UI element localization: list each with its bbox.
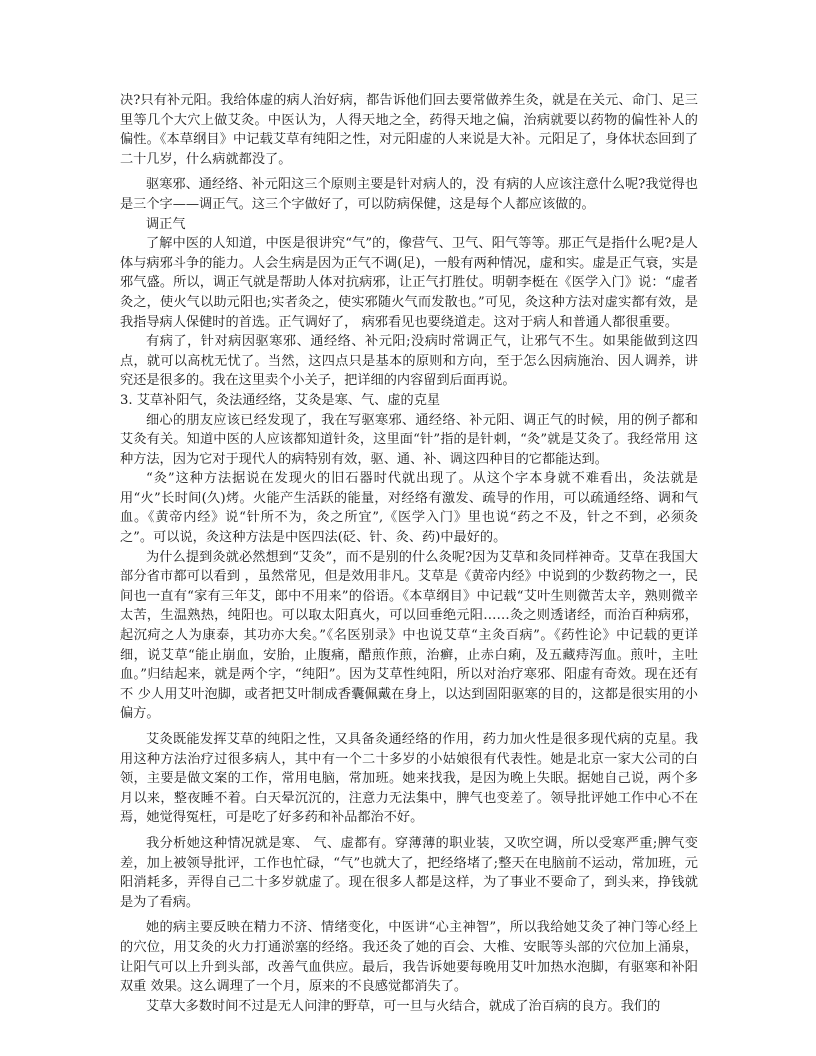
paragraph-moxibustion-intro: 细心的朋友应该已经发现了，我在写驱寒邪、通经络、补元阳、调正气的时候，用的例子都和艾灸有关。知道中医的人应该都知道针灸，这里面“针”指的是针刺，“灸”就是艾灸了。我经常用 这种方法，因为它对于现代人的病特别有效，驱、通、补、调这四种目的它都能达到。 bbox=[120, 412, 698, 467]
paragraph-regulate-qi: 了解中医的人知道，中医是很讲究“气”的，像营气、卫气、阳气等等。那正气是指什么呢?是人体与病邪斗争的能力。人会生病是因为正气不调(足)，一般有两种情况，虚和实。虚是正气衰，实是邪气盛。所以，调正气就是帮助人体对抗病邪，让正气打胜仗。明朝李梃在《医学入门》说：“虚者灸之，使火气以助元阳也;实者灸之，使实邪随火气而发散也。”可见，灸这种方法对虚实都有效，是我指导病人保健时的首选。正气调好了， 病邪看见也要绕道走。这对于病人和普通人都很重要。 bbox=[120, 236, 698, 330]
subheading-regulate-qi: 调正气 bbox=[146, 216, 186, 232]
paragraph-moxibustion-origin: “灸”这种方法据说在发现火的旧石器时代就出现了。从这个字本身就不难看出，灸法就是用“火”长时间(久)烤。火能产生活跃的能量，对经络有激发、疏导的作用，可以疏通经络、调和气血。《黄帝内经》说“针所不为，灸之所宜”,《医学入门》里也说“药之不及，针之不到，必须灸之”。可以说，灸这种方法是中医四法(砭、针、灸、药)中最好的。 bbox=[120, 471, 698, 546]
paragraph-conclusion: 艾草大多数时间不过是无人问津的野草，可一旦与火结合，就成了治百病的良方。我们的 bbox=[146, 998, 661, 1014]
paragraph-case-study: 艾灸既能发挥艾草的纯阳之性，又具备灸通经络的作用，药力加火性是很多现代病的克星。我用这种方法治疗过很多病人，其中有一个二十多岁的小姑娘很有代表性。她是北京一家大公司的白领，主要是做文案的工作，常用电脑，常加班。她来找我，是因为晚上失眠。据她自己说，两个多月以来，整夜睡不着。白天晕沉沉的，注意力无法集中，脾气也变差了。领导批评她工作中心不在焉，她觉得冤枉，可是吃了好多药和补品都治不好。 bbox=[120, 732, 698, 826]
paragraph-four-points: 有病了，针对病因驱寒邪、通经络、补元阳;没病时常调正气，让邪气不生。如果能做到这四点，就可以高枕无忧了。当然，这四点只是基本的原则和方向，至于怎么因病施治、因人调养，讲究还是很多的。我在这里卖个小关子，把详细的内容留到后面再说。 bbox=[120, 334, 698, 389]
paragraph-tonifying-yang-intro: 决?只有补元阳。我给体虚的病人治好病，都告诉他们回去要常做养生灸，就是在关元、命门、足三里等几个大穴上做艾灸。中医认为，人得天地之全，药得天地之偏，治病就要以药物的偏性补人的偏性。《本草纲目》中记载艾草有纯阳之性，对元阳虚的人来说是大补。元阳足了，身体状态回到了二十几岁，什么病就都没了。 bbox=[120, 93, 698, 167]
paragraph-analysis: 我分析她这种情况就是寒、 气、虚都有。穿薄薄的职业装，又吹空调，所以受寒严重;脾气变差，加上被领导批评，工作也忙碌，“气”也就大了，把经络堵了;整天在电脑前不运动，常加班，元阳消耗多，弄得自己二十多岁就虚了。现在很多人都是这样，为了事业不要命了，到头来，挣钱就是为了看病。 bbox=[120, 835, 698, 910]
paragraph-three-principles: 驱寒邪、通经络、补元阳这三个原则主要是针对病人的，没 有病的人应该注意什么呢?我觉得也是三个字——调正气。这三个字做好了，可以防病保健，这是每个人都应该做的。 bbox=[120, 177, 698, 212]
paragraph-treatment: 她的病主要反映在精力不济、情绪变化，中医讲“心主神智”，所以我给她艾灸了神门等心经上的穴位，用艾灸的火力打通淤塞的经络。我还灸了她的百会、大椎、安眠等头部的穴位加上涌泉，让阳气可以上升到头部，改善气血供应。最后，我告诉她要每晚用艾叶加热水泡脚，有驱寒和补阳双重 效果。这么调理了一个月，原来的不良感觉都消失了。 bbox=[120, 920, 698, 995]
section-heading-3: 3. 艾草补阳气，灸法通经络，艾灸是寒、气、虚的克星 bbox=[120, 392, 441, 408]
document-page bbox=[120, 91, 698, 1016]
paragraph-mugwort: 为什么提到灸就必然想到“艾灸”，而不是别的什么灸呢?因为艾草和灸同样神奇。艾草在我国大部分省市都可以看到 ，虽然常见，但是效用非凡。艾草是《黄帝内经》中说到的少数药物之一，民间也一直有“家有三年艾，郎中不用来”的俗语。《本草纲目》中记载“艾叶生则微苦太辛，熟则微辛太苦，生温熟热，纯阳也。可以取太阳真火，可以回垂绝元阳……灸之则透诸经，而治百种病邪，起沉疴之人为康泰，其功亦大矣。”《名医别录》中也说艾草“主灸百病”。《药性论》中记载的更详细，说艾草“能止崩血，安胎，止腹痛，醋煎作煎，治癣，止赤白痢，及五藏痔泻血。煎叶，主吐血。”归结起来，就是两个字，“纯阳”。因为艾草性纯阳，所以对治疗寒邪、阳虚有奇效。现在还有不 少人用艾叶泡脚，或者把艾叶制成香囊佩戴在身上，以达到固阳驱寒的目的，这都是很实用的小偏方。 bbox=[120, 549, 698, 722]
